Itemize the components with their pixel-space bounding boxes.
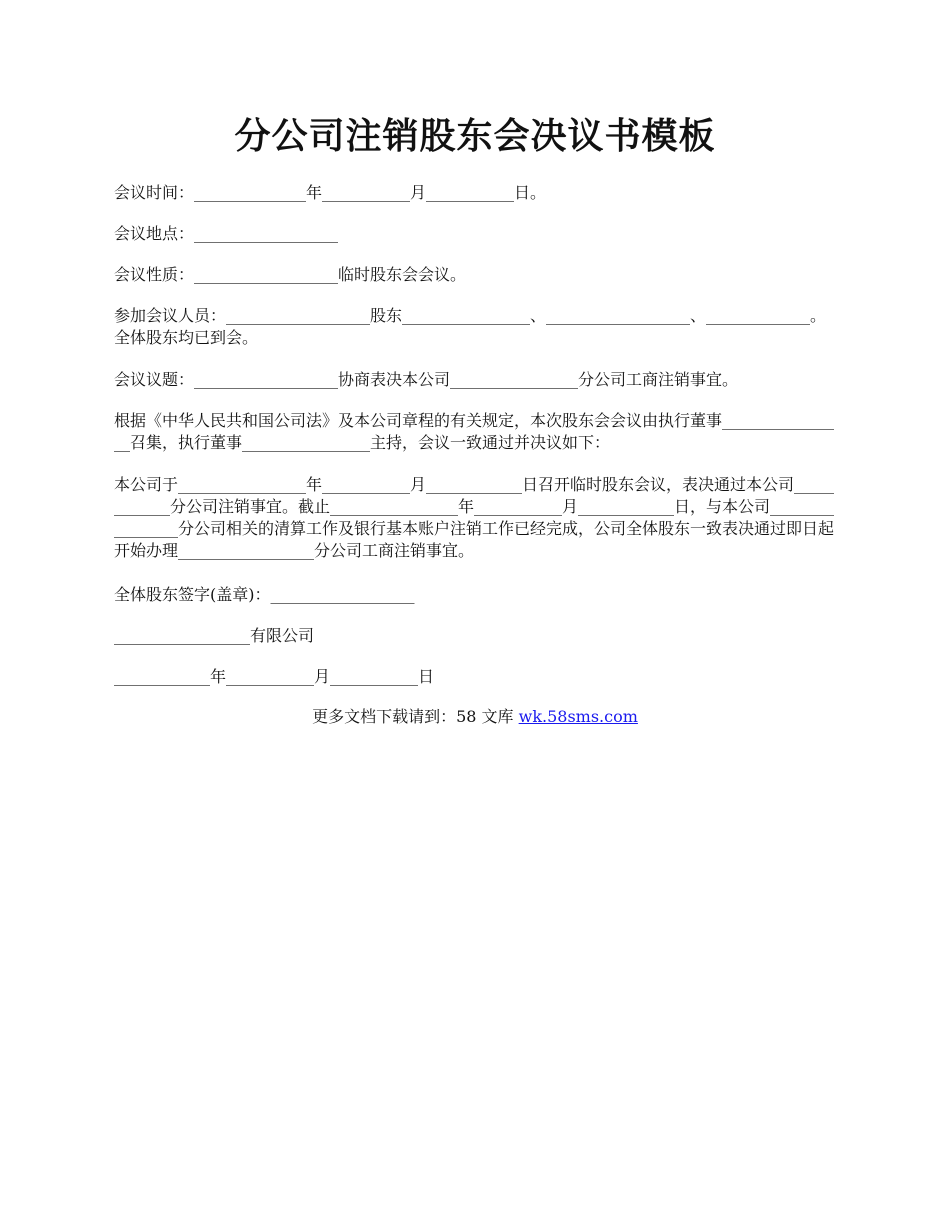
meeting-location-line: 会议地点：__________________ <box>114 224 339 243</box>
download-footer <box>0 706 950 728</box>
meeting-topic-line: 会议议题：__________________协商表决本公司________________分公司工商注销事宜。 <box>114 370 739 389</box>
attendees-paragraph: 参加会议人员：__________________股东________________、__________________、_____________。全体股东均已到会。 <box>114 306 827 347</box>
footer-text: 更多文档下载请到：58 文库 <box>312 707 519 726</box>
footer-link[interactable]: wk.58sms.com <box>518 707 638 726</box>
shareholder-signature-line: 全体股东签字(盖章)：__________________ <box>114 585 415 604</box>
company-name-line: _________________有限公司 <box>114 626 315 645</box>
meeting-nature-line: 会议性质：__________________临时股东会会议。 <box>114 265 467 284</box>
document-title: 分公司注销股东会决议书模板 <box>234 115 716 157</box>
resolution-paragraph: 本公司于________________年___________月____________日召开临时股东会议，表决通过本公司____________分公司注销事宜。截止________________年___________月____________日，与本公司________________分公司相关的清算工作及银行基本账户注销工作已经完成，公司全体股东一致表决通过即日起开始办理_________________分公司工商注销事宜。 <box>114 475 835 560</box>
legal-basis-paragraph: 根据《中华人民共和国公司法》及本公司章程的有关规定，本次股东会会议由执行董事________________召集，执行董事________________主持，会议一致通过并决议如下： <box>114 411 835 452</box>
signing-date-line: ____________年___________月___________日 <box>114 667 435 686</box>
meeting-time-line: 会议时间：______________年___________月___________日。 <box>114 183 547 202</box>
